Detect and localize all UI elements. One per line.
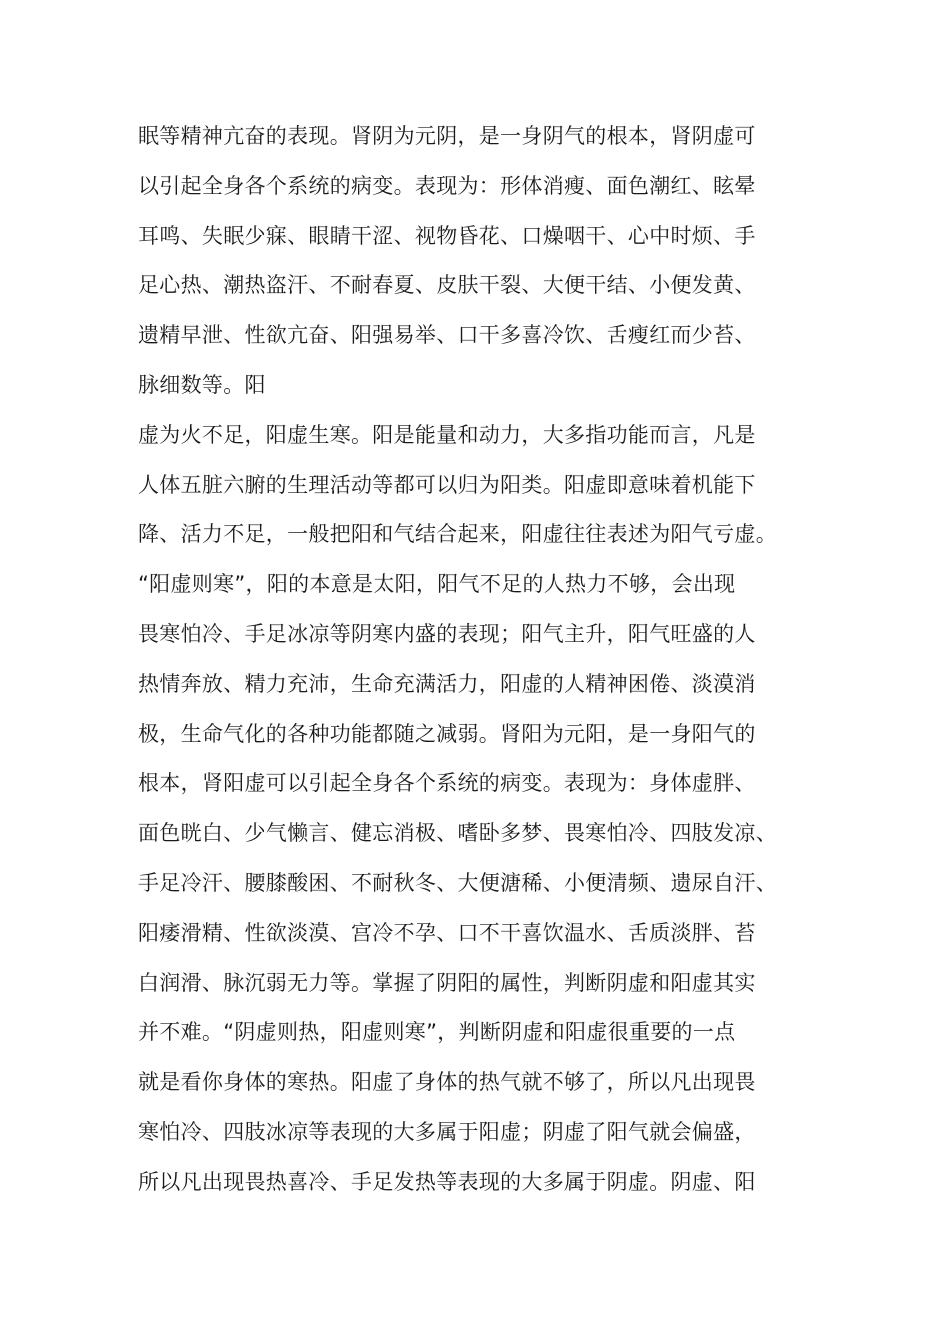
text-line: 脉细数等。阳 bbox=[138, 372, 266, 397]
text-line: 阳痿滑精、性欲淡漠、宫冷不孕、口不干喜饮温水、舌质淡胖、苔 bbox=[138, 920, 756, 945]
body-text bbox=[138, 112, 838, 1208]
text-line: 虚为火不足，阳虚生寒。阳是能量和动力，大多指功能而言，凡是 bbox=[138, 422, 756, 447]
text-line: 所以凡出现畏热喜冷、手足发热等表现的大多属于阴虚。阴虚、阳 bbox=[138, 1169, 756, 1194]
text-line: 寒怕冷、四肢冰凉等表现的大多属于阳虚；阴虚了阳气就会偏盛， bbox=[138, 1119, 756, 1144]
text-line: 面色晄白、少气懒言、健忘消极、嗜卧多梦、畏寒怕冷、四肢发凉、 bbox=[138, 821, 777, 846]
text-line: “阳虚则寒”，阳的本意是太阳，阳气不足的人热力不够，会出现 bbox=[138, 572, 736, 597]
text-line: 根本，肾阳虚可以引起全身各个系统的病变。表现为：身体虚胖、 bbox=[138, 771, 756, 796]
text-line: 以引起全身各个系统的病变。表现为：形体消瘦、面色潮红、眩晕 bbox=[138, 173, 756, 198]
text-line: 遗精早泄、性欲亢奋、阳强易举、口干多喜冷饮、舌瘦红而少苔、 bbox=[138, 323, 756, 348]
text-line: 畏寒怕冷、手足冰凉等阴寒内盛的表现；阳气主升，阳气旺盛的人 bbox=[138, 621, 756, 646]
text-line: 眠等精神亢奋的表现。肾阴为元阴，是一身阴气的根本，肾阴虚可 bbox=[138, 124, 756, 148]
text-line: 耳鸣、失眠少寐、眼睛干涩、视物昏花、口燥咽干、心中时烦、手 bbox=[138, 223, 756, 248]
text-line: 并不难。“阴虚则热，阳虚则寒”，判断阴虚和阳虚很重要的一点 bbox=[138, 1020, 736, 1045]
text-line: 极，生命气化的各种功能都随之减弱。肾阳为元阳，是一身阳气的 bbox=[138, 721, 756, 746]
text-line: 足心热、潮热盗汗、不耐春夏、皮肤干裂、大便干结、小便发黄、 bbox=[138, 273, 756, 298]
text-line: 人体五脏六腑的生理活动等都可以归为阳类。阳虚即意味着机能下 bbox=[138, 472, 756, 497]
text-line: 就是看你身体的寒热。阳虚了身体的热气就不够了，所以凡出现畏 bbox=[138, 1070, 756, 1095]
text-line: 手足冷汗、腰膝酸困、不耐秋冬、大便溏稀、小便清频、遗尿自汗、 bbox=[138, 870, 777, 895]
text-line: 白润滑、脉沉弱无力等。掌握了阴阳的属性，判断阴虚和阳虚其实 bbox=[138, 970, 756, 995]
text-line: 热情奔放、精力充沛，生命充满活力，阳虚的人精神困倦、淡漠消 bbox=[138, 671, 756, 696]
text-line: 降、活力不足，一般把阳和气结合起来，阳虚往往表述为阳气亏虚。 bbox=[138, 522, 777, 547]
